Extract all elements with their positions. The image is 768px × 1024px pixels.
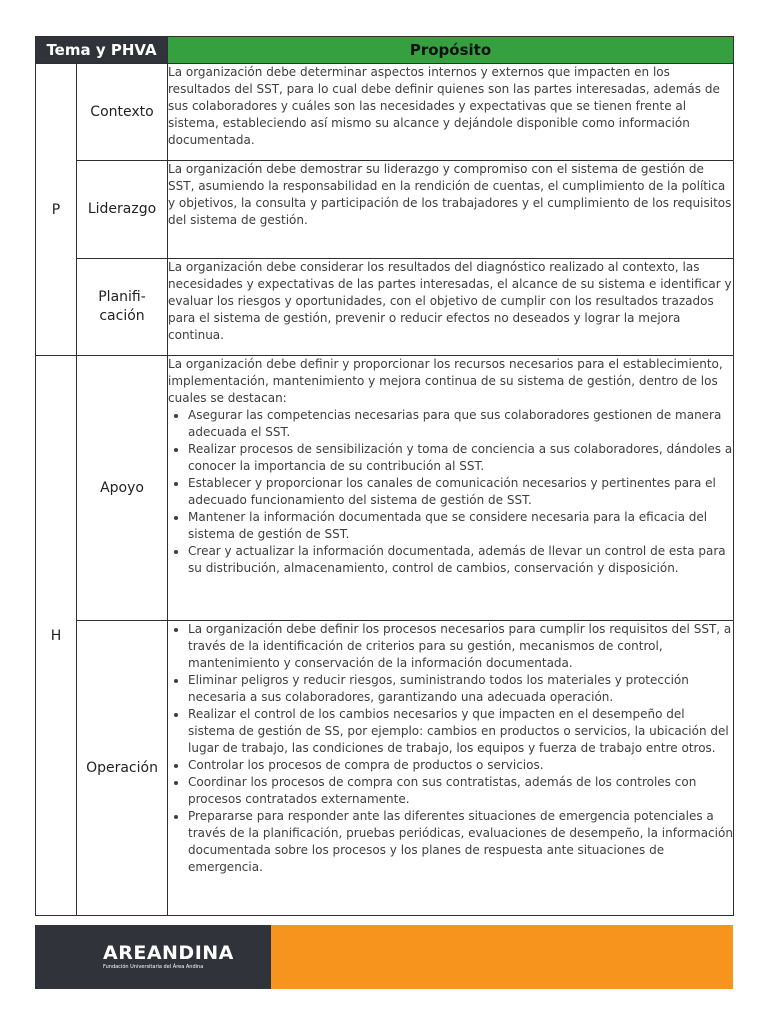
phva-table [35,36,734,916]
topic-apoyo: Apoyo [77,356,168,621]
footer-orange-bar [271,925,733,989]
list-item: • Eliminar peligros y reducir riesgos, suministrando todos los materiales y protección necesaria a sus colaboradores, garantizando una adecuada operación. [188,672,733,706]
list-item: • La organización debe definir los procesos necesarios para cumplir los requisitos del SST, a través de la identificación de criterios para su gestión, mecanismos de control, mantenimiento y conservación de la información documentada. [188,621,733,672]
phva-letter-p: P [36,64,77,356]
phva-letter-h: H [36,356,77,916]
list-item: • Prepararse para responder ante las diferentes situaciones de emergencia potenciales a través de la planificación, pruebas periódicas, evaluaciones de desempeño, la información documentada sobre los procesos y los planes de respuesta ante situaciones de emergencia. [188,808,733,876]
areandina-logo: AREANDINA [103,942,234,964]
desc-apoyo [168,356,734,621]
footer-band [35,925,733,989]
table-row-operacion [36,621,734,916]
table-row-liderazgo [36,161,734,259]
list-item: • Crear y actualizar la información documentada, además de llevar un control de esta para su distribución, almacenamiento, control de cambios, conservación y disposición. [188,543,733,577]
header-tema-phva: Tema y PHVA [36,37,168,64]
topic-liderazgo: Liderazgo [77,161,168,259]
table-header-row [36,37,734,64]
list-item: • Asegurar las competencias necesarias para que sus colaboradores gestionen de manera adecuada el SST. [188,407,733,441]
list-item: • Realizar el control de los cambios necesarios y que impacten en el desempeño del sistema de gestión de SS, por ejemplo: cambios en productos o servicios, la ubicación del lugar de trabajo, las condiciones de trabajo, los equipos y fuerza de trabajo entre otros. [188,706,733,757]
desc-operacion [168,621,734,916]
list-item: • Mantener la información documentada que se considere necesaria para la eficacia del sistema de gestión de SST. [188,509,733,543]
list-item: • Controlar los procesos de compra de productos o servicios. [188,757,733,774]
desc-planificacion: La organización debe considerar los resultados del diagnóstico realizado al contexto, las necesidades y expectativas de las partes interesadas, el alcance de su sistema e identificar y evaluar los riesgos y oportunidades, con el objetivo de cumplir con los resultados trazados para el sistema de gestión, prevenir o reducir efectos no deseados y lograr la mejora continua. [168,259,734,356]
header-proposito: Propósito [168,37,734,64]
desc-apoyo-intro: La organización debe definir y proporcionar los recursos necesarios para el establecimiento, implementación, mantenimiento y mejora continua de su sistema de gestión, dentro de los cuales se destacan: [168,357,723,405]
operacion-bullet-list [168,621,733,876]
apoyo-bullet-list [168,407,733,577]
desc-liderazgo: La organización debe demostrar su liderazgo y compromiso con el sistema de gestión de SST, asumiendo la responsabilidad en la rendición de cuentas, el cumplimiento de la política y objetivos, la consulta y participación de los trabajadores y el cumplimiento de los requisitos del sistema de gestión. [168,161,734,259]
desc-contexto: La organización debe determinar aspectos internos y externos que impacten en los resultados del SST, para lo cual debe definir quienes son las partes interesadas, además de sus colaboradores y cuáles son las necesidades y expectativas que se tienen frente al sistema, estableciendo así mismo su alcance y dejándole disponible como información documentada. [168,64,734,161]
topic-operacion: Operación [77,621,168,916]
table-row-apoyo [36,356,734,621]
table-row-planificacion [36,259,734,356]
areandina-tagline: Fundación Universitaria del Área Andina [103,964,204,970]
list-item: • Establecer y proporcionar los canales de comunicación necesarios y pertinentes para el adecuado funcionamiento del sistema de gestión de SST. [188,475,733,509]
list-item: • Coordinar los procesos de compra con sus contratistas, además de los controles con procesos contratados externamente. [188,774,733,808]
footer-brand-panel [35,925,271,989]
table-row-contexto [36,64,734,161]
topic-planificacion: Planifi-cación [77,259,168,356]
list-item: • Realizar procesos de sensibilización y toma de conciencia a sus colaboradores, dándoles a conocer la importancia de su contribución al SST. [188,441,733,475]
topic-contexto: Contexto [77,64,168,161]
